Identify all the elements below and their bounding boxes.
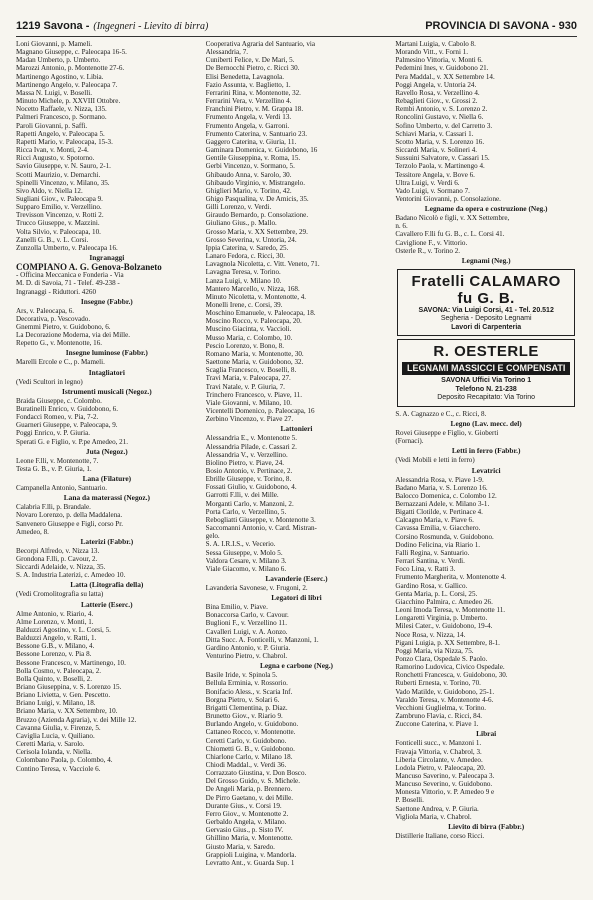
- listing-entry: Colombano Paola, p. Colombo, 4.: [16, 756, 113, 765]
- listing-entry: Zerbino Vincenzo, v. Piave 27.: [205, 415, 294, 424]
- listing-entry: Terzolo Paola, v. Martinengo 4.: [395, 162, 485, 171]
- listing-entry: Ruberti Ernesta, v. Torino, 70.: [395, 679, 481, 688]
- section-heading: Lavanderie (Eserc.): [265, 574, 328, 583]
- listing-entry: La Decorazione Moderna, via dei Mille.: [16, 331, 131, 340]
- listing-entry: Contino Teresa, v. Vacciole 6.: [16, 764, 101, 773]
- listing-entry: Sanvenero Giuseppe e Figli, corso Pr.: [16, 519, 123, 528]
- listing-entry: De Angeli Maria, p. Brennero.: [205, 785, 293, 794]
- listing-entry: Leone F.lli, v. Montenotte, 7.: [16, 456, 99, 465]
- listing-entry: Novaro Lorenzo, p. della Maddalena.: [16, 511, 123, 520]
- listing-entry: n. 6.: [395, 222, 408, 231]
- column-2: [206, 40, 388, 896]
- listing-entry: Mantero Marcello, v. Nizza, 168.: [205, 284, 300, 293]
- listing-entry: Roncolini Gustavo, v. Niella 6.: [395, 113, 484, 122]
- listing-entry: Alme Antonio, v. Riario, 4.: [16, 609, 94, 618]
- listing-entry: Fonticelli succ., v. Manzoni 1.: [395, 739, 482, 748]
- listing-entry: Giusto Maria, v. Saredo.: [205, 842, 275, 851]
- header-left: 1219 Savona -: [16, 20, 90, 32]
- listing-entry: Loni Giovanni, p. Mameli.: [16, 40, 93, 48]
- listing-entry: Elisi Benedetta, Lavagnola.: [205, 72, 285, 81]
- listing-entry: Del Grosso Guido, v. S. Michele.: [205, 777, 300, 786]
- listing-entry: Fossati Giulio, v. Guidobono, 4.: [205, 483, 297, 492]
- listing-entry: Moscino Rocco, v. Paleocapa, 20.: [205, 317, 302, 326]
- listing-entry: Morganti Carlo, v. Manzoni, 2.: [205, 499, 294, 508]
- listing-entry: Lodola Pietro, v. Paleocapa, 20.: [395, 763, 486, 772]
- listing-entry: Amedeo, 8.: [16, 527, 49, 536]
- section-heading: Legna e carbone (Neg.): [259, 661, 334, 671]
- listing-entry: Ferrarini Rina, v. Montenotte, 32.: [205, 88, 301, 97]
- header-right: PROVINCIA DI SAVONA - 930: [425, 20, 577, 32]
- listing-entry: (Vedi Cromolitografia su latta): [16, 590, 104, 599]
- listing-entry: Ditta Succ. A. Fonticelli, v. Manzoni, 1.: [205, 635, 319, 644]
- listing-entry: Calabria F.lli, p. Brandale.: [16, 503, 91, 512]
- listing-entry: Cavanna Giulia, v. Firenze, 5.: [16, 723, 101, 732]
- listing-entry: Massa N. Luigi, v. Boselli.: [16, 88, 92, 97]
- listing-entry: Ghillino Maria, v. Montenotte.: [205, 834, 293, 843]
- listing-entry: Morando Vitt., v. Forni 1.: [395, 48, 469, 57]
- section-heading: Lievito di birra (Fabbr.): [448, 821, 525, 831]
- listing-entry: Ronchetti Francesca, v. Guidobono, 30.: [395, 671, 508, 680]
- listing-entry: Leoni Imoda Teresa, v. Montenotte 11.: [395, 606, 506, 615]
- listing-entry: Chiometti G. B., v. Guidobono.: [205, 744, 295, 753]
- listing-entry: Poggi Enrico, v. P. Giuria.: [16, 429, 91, 438]
- listing-entry: Pedemini Ines, v. Guidobono 21.: [395, 64, 489, 73]
- listing-entry: Osterle R., v. Torino 2.: [395, 246, 461, 255]
- listing-entry: Ultra Luigi, v. Verdi 6.: [395, 178, 460, 187]
- listing-entry: Frumento Caterina, v. Santuario 23.: [205, 129, 308, 138]
- listing-entry: Venturino Pietro, v. Chabrol.: [205, 652, 288, 661]
- section-heading: Laterizi (Fabbr.): [80, 536, 134, 546]
- section-heading: Insegne (Fabbr.): [80, 296, 133, 306]
- listing-entry: Cooperativa Agraria del Santuario, via: [205, 40, 315, 48]
- listing-entry: Buglioni F., v. Verzellino 11.: [205, 619, 287, 628]
- listing-entry: Ravello Rosa, v. Verzellino 4.: [395, 88, 480, 97]
- listing-entry: Ghigo Pasqualina, v. De Amicis, 35.: [205, 194, 309, 203]
- listing-entry: Spinelli Vincenzo, v. Milano, 35.: [16, 178, 110, 187]
- listing-entry: P. Boselli.: [395, 796, 424, 805]
- listing-entry: Martinengo Angelo, v. Paleocapa 7.: [16, 80, 118, 89]
- listing-entry: S. A. Cagnazzo e C., c. Ricci, 8.: [395, 409, 487, 418]
- listing-entry: Poggi Angela, v. Untoria 24.: [395, 80, 477, 89]
- listing-entry: Franchini Pietro, v. M. Grappa 18.: [205, 105, 304, 114]
- listing-entry: Schiavi Maria, v. Cassari 1.: [395, 129, 474, 138]
- listing-entry-bold: COMPIANO A. G. Genova-Bolzaneto: [16, 263, 162, 272]
- listing-entry: Trevisson Vincenzo, v. Rotti 2.: [16, 211, 104, 220]
- listing-entry: Musso Maria, c. Colombo, 10.: [205, 333, 293, 342]
- listing-entry: Burlando Angelo, v. Guidobono.: [205, 720, 299, 729]
- section-heading: Istrumenti musicali (Negoz.): [61, 386, 152, 396]
- listing-entry: Cuniberti Felice, v. De Mari, 5.: [205, 56, 295, 65]
- listing-entry: Cattaneo Rocco, v. Montenotte.: [205, 728, 296, 737]
- listing-entry: (Vedi Scultori in legno): [16, 377, 83, 386]
- section-heading: Lattonieri: [280, 424, 313, 434]
- listing-entry: Chiodi Maddal., v. Verdi 36.: [205, 760, 287, 769]
- listing-entry: Rapetti Mario, v. Paleocapa, 15-3.: [16, 137, 113, 146]
- listing-entry: Ingranaggi - Riduttori. 4260: [16, 287, 96, 296]
- listing-entry: Mancuso Saverino, v. Paleocapa 3.: [395, 772, 495, 780]
- listing-entry: Cavalleri Luigi, v. A. Aonzo.: [205, 627, 288, 636]
- section-heading: Levatrici: [471, 465, 501, 475]
- listing-entry: Rapetti Angelo, v. Paleocapa 5.: [16, 129, 105, 138]
- listing-entry: Ferro Giov., v. Montenotte 2.: [205, 809, 289, 818]
- listing-entry: Bessone Francesco, v. Martinengo, 10.: [16, 658, 126, 667]
- listing-entry: Gentile Giuseppina, v. Roma, 15.: [205, 154, 301, 163]
- listing-entry: Milesi Cater., v. Guidobono, 19-4.: [395, 622, 493, 631]
- listing-entry: Magnano Giuseppe, c. Paleocapa 16-5.: [16, 48, 127, 57]
- listing-entry: Badano Nicolò e figli, v. XX Settembre,: [395, 214, 510, 223]
- section-heading: Lana da materassi (Negoz.): [63, 493, 150, 503]
- listing-entry: Saettone Andrea, v. P. Giuria.: [395, 804, 479, 813]
- listing-entry: Scotti Maurizio, v. Demarchi.: [16, 170, 101, 179]
- listing-entry: Saccomanni Antonio, v. Card. Mistran-: [205, 524, 317, 533]
- listing-entry: Fazio Assunta, v. Baglietto, 1.: [205, 80, 291, 89]
- listing-entry: Gervasio Gius., p. Sisto IV.: [205, 826, 284, 835]
- listing-entry: Bosio Antonio, v. Pertinace, 2.: [205, 466, 293, 475]
- listing-entry: Marozzi Antonio, p. Montenotte 27-6.: [16, 64, 125, 73]
- listing-entry: Palmesino Vittoria, v. Monti 6.: [395, 56, 483, 65]
- section-heading: Legatori di libri: [271, 593, 322, 603]
- listing-entry: Vado Luigi, v. Sormano 7.: [395, 186, 470, 195]
- listing-entry: Minuto Michele, p. XXVIII Ottobre.: [16, 97, 121, 106]
- listing-entry: Falli Regina, v. Santuario.: [395, 548, 470, 557]
- listing-entry: Ferrari Santina, v. Verdi.: [395, 557, 465, 566]
- listing-entry: Ramorino Ludovica, Civico Ospedale.: [395, 663, 505, 672]
- listing-entry: Ferrarini Vera, v. Verzellino 4.: [205, 97, 292, 106]
- advert-calamaro-address: SAVONA: Via Luigi Corsi, 41 - Tel. 20.512: [418, 306, 554, 314]
- listing-entry: (Fornaci).: [395, 437, 424, 446]
- listing-entry: Bina Emilio, v. Piave.: [205, 603, 268, 612]
- listing-entry: Ceretti Maria, v. Sarolo.: [16, 740, 85, 749]
- listing-entry: Foco Lina, v. Ratti 3.: [395, 565, 456, 574]
- listing-entry: Grosso Maria, v. XX Settembre, 29.: [205, 227, 308, 236]
- listing-entry: Grappioli Luigina, v. Mandorla.: [205, 850, 297, 859]
- advert-calamaro-title: Fratelli CALAMARO fu G. B.: [411, 272, 561, 307]
- listing-entry: Travi Maria, v. Paleocapa, 27.: [205, 374, 291, 383]
- listing-entry: Ghibaudo Virginio, v. Mistrangelo.: [205, 178, 305, 187]
- listing-entry: Gerbaldo Angela, v. Milano.: [205, 818, 287, 827]
- listing-entry: gelo.: [205, 532, 220, 541]
- listing-entry: Scotto Maria, v. S. Lorenzo 16.: [395, 137, 485, 146]
- listing-entry: Lavanderia Savonese, v. Frugoni, 2.: [205, 584, 308, 592]
- listing-entry: Bigatti Clotilde, v. Pertinace 4.: [395, 508, 483, 517]
- listing-entry: Gaminara Domenica, v. Guidobono, 16: [205, 146, 318, 155]
- listing-entry: Ars, v. Paleocapa, 6.: [16, 306, 75, 315]
- listing-entry: Pescio Lorenzo, v. Bono, 8.: [205, 341, 285, 350]
- listing-entry: Romano Maria, v. Montenotte, 30.: [205, 349, 304, 358]
- listing-entry: Ghiglieri Mario, v. Torino, 42.: [205, 186, 292, 195]
- listing-entry: Frumento Angela, v. Verdi 13.: [205, 113, 292, 122]
- advert-calamaro-line3: Lavori di Carpenteria: [451, 323, 522, 331]
- listing-entry: Poggi Maria, via Nizza, 75.: [395, 646, 474, 655]
- listing-entry: Sofino Umberto, v. del Carretto 3.: [395, 121, 493, 130]
- listing-entry: Briano Giuseppina, v. S. Lorenzo 15.: [16, 683, 122, 691]
- listing-entry: Giacchino Palmira, c. Amedeo 26.: [395, 597, 493, 606]
- listing-entry: Lanaro Fedora, c. Ricci, 30.: [205, 252, 285, 261]
- listing-entry: Liberia Circolante, v. Amedeo.: [395, 755, 483, 764]
- listing-entry: Bonifacio Aless., v. Scaria Inf.: [205, 687, 293, 696]
- columns: [16, 40, 577, 896]
- advert-oesterle-phone: Telefono N. 21-238: [455, 385, 517, 393]
- section-heading: Librai: [476, 729, 497, 739]
- column-3-top: [395, 40, 577, 266]
- section-heading: Legno (Lav. mecc. del): [450, 419, 522, 429]
- listing-entry: Garrotti F.lli, v. dei Mille.: [205, 491, 279, 500]
- listing-entry: Gilli Lorenzo, v. Verdi.: [205, 203, 272, 212]
- listing-entry: Giuliano Gius., p. Mallo.: [205, 219, 277, 228]
- listing-entry: Balocco Domenica, c. Colombo 12.: [395, 491, 497, 500]
- listing-entry: Repetto G., v. Montenotte, 16.: [16, 339, 103, 348]
- listing-entry: M. D. di Savoia, 71 - Telef. 49-238 -: [16, 279, 120, 288]
- listing-entry: Basile Iride, v. Spinola 5.: [205, 671, 278, 680]
- listing-entry: Zunzolla Umberto, v. Paleocapa 16.: [16, 243, 118, 252]
- listing-entry: Tessitore Angela, v. Bove 6.: [395, 170, 475, 179]
- listing-entry: Vicentelli Domenico, p. Paleocapa, 16: [205, 407, 315, 416]
- section-heading: Intagliatori: [88, 367, 125, 377]
- listing-entry: Noce Rosa, v. Nizza, 14.: [395, 630, 466, 639]
- listing-entry: Caviglione F., v. Vittorio.: [395, 238, 468, 247]
- listing-entry: Sessa Giuseppe, v. Molo 5.: [205, 548, 283, 557]
- listing-entry: Chiarlone Carlo, v. Milano 18.: [205, 752, 293, 761]
- listing-entry: Decorativa, p. Vescovado.: [16, 314, 91, 323]
- listing-entry: Calcagno Maria, v. Piave 6.: [395, 516, 474, 525]
- listing-entry: Lavagna Teresa, v. Torino.: [205, 268, 281, 277]
- listing-entry: Gnemmi Pietro, v. Guidobono, 6.: [16, 323, 111, 331]
- listing-entry: De Bernocchi Pietro, c. Ricci 30.: [205, 64, 300, 73]
- advert-calamaro-line2: Segheria - Deposito Legnami: [440, 315, 532, 323]
- listing-entry: Monelli Irene, c. Corsi, 39.: [205, 301, 283, 309]
- listing-entry: Dodino Felicina, via Riario 1.: [395, 540, 481, 549]
- listing-entry: Frumento Margherita, v. Montenotte 4.: [395, 573, 507, 582]
- listing-entry: Corrazzato Giustina, v. Don Bosco.: [205, 769, 307, 778]
- section-heading: Letti in ferro (Fabbr.): [451, 446, 521, 456]
- listing-entry: Levratto Ant., v. Guarda Sup. 1: [205, 858, 295, 867]
- listing-entry: Supparo Emilio, v. Verzellino.: [16, 203, 102, 212]
- listing-entry: Savio Giuseppe, v. N. Sauro, 2-1.: [16, 162, 111, 171]
- listing-entry: Scaglia Francesco, v. Boselli, 8.: [205, 366, 297, 375]
- listing-entry: Ebrille Giuseppe, v. Torino, 8.: [205, 475, 292, 484]
- listing-entry: Briano Luigi, v. Milano, 18.: [16, 699, 96, 708]
- section-heading: Legname da opera e costruzione (Neg.): [424, 204, 548, 214]
- listing-entry: Corsino Rosmunda, v. Guidobono.: [395, 532, 494, 541]
- listing-entry: (Vedi Mobili e letti in ferro): [395, 456, 475, 465]
- listing-entry: Sperati G. e Figlio, v. P.pe Amedeo, 21.: [16, 437, 129, 446]
- listing-entry: Pera Maddal., v. XX Settembre 14.: [395, 72, 495, 81]
- column-3: [395, 40, 577, 896]
- listing-entry: Martinengo Agostino, v. Libia.: [16, 72, 104, 81]
- listing-entry: Viale Giovanni, v. Milano, 10.: [205, 398, 292, 407]
- listing-entry: Borgna Pietro, v. Solari 6.: [205, 695, 280, 704]
- listing-entry: Marelli Ercole e C., p. Mameli.: [16, 358, 105, 367]
- listing-entry: Ricca Ivan, v. Monti, 2-4.: [16, 146, 89, 155]
- listing-entry: Saettone Maria, v. Guidobono, 32.: [205, 358, 304, 367]
- listing-entry: Cerisola Iolanda, v. Niella.: [16, 748, 92, 757]
- listing-entry: Giraudo Bernardo, p. Consolazione.: [205, 211, 309, 220]
- listing-entry: Biolino Pietro, v. Piave, 24.: [205, 458, 285, 467]
- section-heading: Juta (Negoz.): [85, 446, 128, 456]
- listing-entry: Alessandria Pilade, c. Cassari 2.: [205, 442, 297, 451]
- section-heading: Latta (Litografia della): [70, 580, 144, 590]
- listing-entry: S. A. I.R.I.S., v. Vecerio.: [205, 540, 276, 549]
- listing-entry: Zambruno Flavia, c. Ricci, 84.: [395, 712, 483, 721]
- listing-entry: Grosso Severina, v. Untoria, 24.: [205, 235, 297, 244]
- listing-entry: Ventorini Giovanni, p. Consolazione.: [395, 194, 501, 203]
- listing-entry: Alessandria V., v. Verzellino.: [205, 450, 288, 459]
- listing-entry: Bruzzo (Azienda Agraria), v. dei Mille 12.: [16, 715, 137, 724]
- listing-entry: Ippia Caterina, v. Saredo, 25.: [205, 243, 289, 252]
- listing-entry: Gardino Rosa, v. Gallico.: [395, 581, 468, 590]
- listing-entry: Bessone Lorenzo, v. Pia 8.: [16, 650, 92, 659]
- section-heading: Latterie (Eserc.): [81, 599, 133, 609]
- listing-entry: Trucco Giuseppe, v. Mazzini.: [16, 219, 100, 228]
- listing-entry: Testa G. B., v. P. Giuria, 1.: [16, 464, 92, 473]
- listing-entry: Sussuini Salvatore, v. Cassari 15.: [395, 154, 490, 163]
- listing-entry: Vigliola Maria, v. Chabrol.: [395, 812, 472, 821]
- page-header: [16, 20, 577, 37]
- listing-entry: Rebogliatti Giuseppe, v. Montenotte 3.: [205, 515, 316, 524]
- listing-entry: Caviglia Lucia, v. Quiliano.: [16, 731, 95, 740]
- listing-entry: Cavallero F.lli fu G. B., c. L. Corsi 41.: [395, 230, 505, 239]
- listing-entry: Bellula Erminia, v. Rossorio.: [205, 679, 288, 688]
- section-heading: Lana (Filature): [82, 474, 132, 484]
- listing-entry: Bolla Quinto, v. Boselli, 2.: [16, 674, 92, 683]
- listing-entry: Siccardi Adelaide, v. Nizza, 35.: [16, 563, 106, 572]
- advert-oesterle-line2: SAVONA Uffici Via Torino 1: [441, 377, 532, 385]
- listing-entry: Mancuso Severino, v. Guidobono.: [395, 780, 493, 789]
- listing-entry: Ghibaudo Anna, v. Sarolo, 30.: [205, 170, 292, 179]
- listing-entry: Martani Luigia, v. Cabolo 8.: [395, 40, 476, 48]
- listing-entry: Porta Carlo, v. Verzellino, 5.: [205, 507, 287, 516]
- listing-entry: Sivo Aldo, v. Niella 12.: [16, 186, 83, 195]
- listing-entry: Lavagnola Nicoletta, c. Vitt. Veneto, 71.: [205, 260, 320, 269]
- listing-entry: Viale Giacomo, v. Milano 6.: [205, 564, 287, 573]
- listing-entry: Bernazzani Adele, v. Milano 3-1.: [395, 500, 490, 508]
- advert-oesterle: [397, 339, 575, 407]
- listing-entry: Becorpi Alfredo, v. Nizza 13.: [16, 546, 100, 555]
- listing-entry: Volta Silvio, v. Paleocapa, 10.: [16, 227, 101, 236]
- advert-oesterle-line4: Deposito Recapitato: Via Torino: [437, 394, 536, 402]
- listing-entry: Ceretti Carlo, v. Guidobono.: [205, 736, 287, 745]
- listing-entry: Briano Livietta, v. Gen. Pescetto.: [16, 691, 111, 700]
- listing-entry: Lanza Luigi, v. Milano 10.: [205, 276, 282, 285]
- listing-entry: Fondacci Romeo, v. Pia, 7-2.: [16, 413, 99, 422]
- listing-entry: Varaldo Teresa, v. Montenotte 4-6.: [395, 695, 494, 704]
- advert-oesterle-title: R. OESTERLE: [433, 343, 539, 361]
- listing-entry: Ponzo Clara, Ospedale S. Paolo.: [395, 654, 488, 663]
- listing-entry: Siccardi Maria, v. Solineri 4.: [395, 146, 478, 155]
- listing-entry: Valdora Cesare, v. Milano 3.: [205, 556, 287, 565]
- section-heading: Legnami (Neg.): [461, 255, 511, 265]
- listing-entry: Braida Giuseppe, c. Colombo.: [16, 396, 102, 405]
- column-1: [16, 40, 198, 896]
- listing-entry: Buratinelli Enrico, v. Guidobono, 6.: [16, 404, 118, 413]
- listing-entry: Zuccone Caterina, v. Piave 1.: [395, 720, 479, 729]
- listing-entry: Brigatti Clementina, p. Diaz.: [205, 703, 288, 712]
- listing-entry: Guarneri Giuseppe, v. Paleocapa, 9.: [16, 421, 118, 430]
- listing-entry: Alessandria, 7.: [205, 48, 249, 57]
- listing-entry: Grondona F.lli, p. Cavour, 2.: [16, 554, 98, 563]
- listing-entry: Vecchioni Guglielma, v. Torino.: [395, 703, 487, 712]
- listing-entry: Travi Natale, v. P. Giuria, 7.: [205, 382, 285, 391]
- listing-entry: Campanella Antonio, Santuario.: [16, 484, 108, 493]
- listing-entry: Durante Gius., v. Corsi 19.: [205, 801, 282, 810]
- listing-entry: Alessandria Rosa, v. Piave 1-9.: [395, 475, 484, 484]
- listing-entry: Pigani Luigia, p. XX Settembre, 8-1.: [395, 638, 500, 647]
- listing-entry: Minuto Nicoletta, v. Montenotte, 4.: [205, 292, 307, 301]
- listing-entry: Longaretti Virginia, p. Umberto.: [395, 614, 488, 623]
- listing-entry: Ricci Augusto, v. Spotorno.: [16, 154, 95, 163]
- advert-oesterle-line1: LEGNAMI MASSICCI E COMPENSATI: [402, 362, 570, 375]
- listing-entry: Madan Umberto, p. Umberto.: [16, 56, 101, 65]
- listing-entry: Vado Matilde, v. Guidobono, 25-1.: [395, 687, 495, 696]
- listing-entry: Badano Maria, v. S. Lorenzo 16.: [395, 483, 488, 492]
- listing-entry: Monesta Vittorio, v. P. Amedeo 9 e: [395, 788, 495, 797]
- listing-entry: Sugliani Giov., v. Paleocapa 9.: [16, 194, 103, 203]
- header-section: (Ingegneri - Lievito di birra): [93, 21, 209, 32]
- listing-entry: Zanelli G. B., v. L. Corsi.: [16, 235, 89, 244]
- listing-entry: Rembi Antonio, v. S. Lorenzo 2.: [395, 105, 488, 114]
- listing-entry: Trinchero Francesco, v. Piave, 11.: [205, 390, 302, 399]
- listing-entry: Distillerie Italiane, corso Ricci.: [395, 831, 485, 840]
- listing-entry: Muscino Giacinta, v. Vaccioli.: [205, 325, 292, 334]
- listing-entry: Cavassa Emilia, v. Giacchero.: [395, 524, 481, 533]
- listing-entry: Alessandria E., v. Montenotte 5.: [205, 434, 298, 443]
- listing-entry: S. A. Industria Laterizi, c. Amedeo 10.: [16, 571, 126, 580]
- listing-entry: Alme Lorenzo, v. Monti, 1.: [16, 617, 94, 626]
- column-3-bottom: [395, 410, 577, 840]
- listing-entry: De Pirro Gaetano, v. dei Mille.: [205, 793, 294, 802]
- listing-entry: Bonaccorsa Carlo, v. Cavour.: [205, 611, 289, 620]
- advert-calamaro: [397, 269, 575, 337]
- listing-entry: Balduzzi Agostino, v. L. Corsi, 5.: [16, 625, 111, 634]
- listing-entry: Gardino Antonio, v. P. Giuria.: [205, 643, 291, 652]
- section-heading: Insegne luminose (Fabbr.): [65, 348, 148, 358]
- listing-entry: Palmeri Francesco, p. Sormano.: [16, 113, 107, 122]
- listing-entry: Bolla Cosmo, v. Paleocapa, 2.: [16, 666, 102, 675]
- listing-entry: Gaggero Caterina, v. Giuria, 11.: [205, 137, 297, 146]
- listing-entry: Moschino Emanuele, v. Paleocapa, 18.: [205, 309, 316, 318]
- listing-entry: Genta Maria, p. L. Corsi, 25.: [395, 589, 478, 598]
- listing-entry: Fravaja Vittoria, v. Chabrol, 3.: [395, 747, 482, 756]
- listing-entry: Nocetto Raffaele, v. Nizza, 135.: [16, 105, 107, 114]
- listing-entry: Paroli Giovanni, p. Saffi.: [16, 121, 88, 130]
- section-heading: Ingranaggi: [89, 253, 125, 263]
- listing-entry: - Officina Meccanica e Fonderia - Via: [16, 271, 124, 280]
- listing-entry: Rebaglieti Giov., v. Grossi 2.: [395, 97, 478, 106]
- listing-entry: Briano Maria, v. XX Settembre, 10.: [16, 707, 118, 716]
- listing-entry: Bessone G.B., v. Milano, 4.: [16, 642, 95, 651]
- listing-entry: Balduzzi Angelo, v. Ratti, 1.: [16, 634, 97, 643]
- listing-entry: Rovei Giuseppe e Figlio, v. Gioberti: [395, 429, 499, 438]
- listing-entry: Brunetto Giov., v. Riario 9.: [205, 712, 283, 721]
- listing-entry: Gerbi Vincenzo, v. Sormano, 5.: [205, 162, 295, 171]
- listing-entry: Frumento Angela, v. Garroni.: [205, 121, 290, 130]
